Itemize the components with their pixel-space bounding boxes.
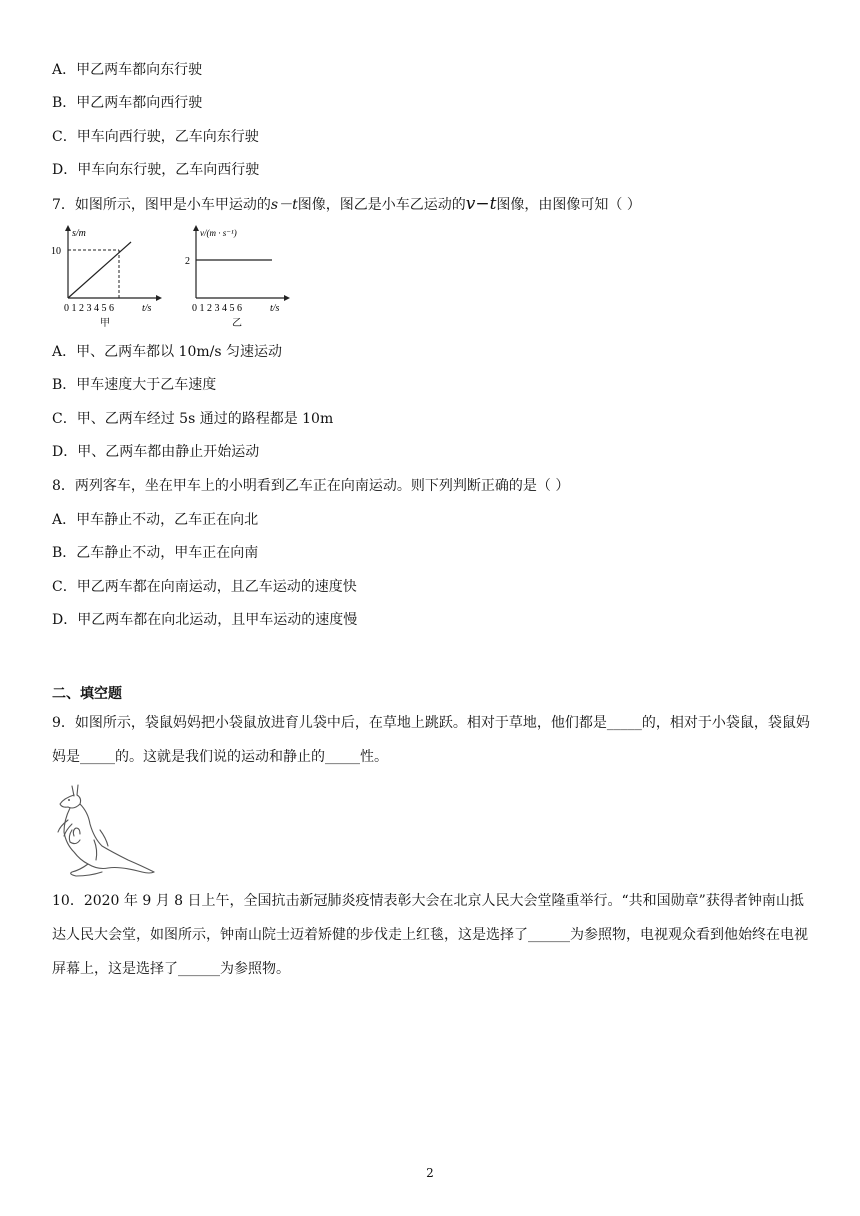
q8-option-b: B．乙车静止不动，甲车正在向南 [52, 545, 259, 561]
section-title: 二、填空题 [52, 686, 122, 702]
q6-option-d: D．甲车向东行驶，乙车向西行驶 [52, 162, 260, 178]
page-number: 2 [426, 1166, 434, 1180]
graph-caption: 乙 [232, 318, 242, 329]
q7-st-symbol: s－t [270, 197, 298, 213]
q8-option-d: D．甲乙两车都在向北运动，且甲车运动的速度慢 [52, 612, 358, 628]
kangaroo-eye [68, 799, 70, 801]
x-axis-label: t/s [142, 303, 152, 314]
y-axis-label: s/m [72, 228, 86, 239]
x-ticks: 0 1 2 3 4 5 6 [64, 303, 114, 314]
q7-stem [52, 194, 641, 215]
q7-option-d: D．甲、乙两车都由静止开始运动 [52, 444, 260, 460]
q7-graph-yi [176, 222, 298, 334]
y-tick-10: 10 [51, 246, 61, 257]
q7-vt-symbol: v−t [465, 194, 497, 214]
y-axis-arrow [65, 225, 71, 231]
x-axis-arrow [284, 295, 290, 301]
y-tick-2: 2 [185, 256, 190, 267]
q7-stem-part1: 7．如图所示，图甲是小车甲运动的 [52, 197, 271, 213]
q7-option-b: B．甲车速度大于乙车速度 [52, 377, 217, 393]
q9-text: 9．如图所示，袋鼠妈妈把小袋鼠放进育儿袋中后，在草地上跳跃。相对于草地，他们都是_____的，相对于小袋鼠，袋鼠妈妈是_____的。这就是我们说的运动和静止的_____性。 [52, 715, 810, 765]
q6-option-b: B．甲乙两车都向西行驶 [52, 95, 203, 111]
y-axis-label: v/(m · s⁻¹) [200, 228, 237, 238]
graph-caption: 甲 [100, 318, 110, 329]
q10-text: 10．2020 年 9 月 8 日上午，全国抗击新冠肺炎疫情表彰大会在北京人民大会堂隆重举行。“共和国勋章”获得者钟南山抵达人民大会堂，如图所示，钟南山院士迈着矫健的步伐走上红毯，这是选择了______为参照物，电视观众看到他始终在电视屏幕上，这是选择了______为参照物。 [52, 893, 808, 977]
q8-option-c: C．甲乙两车都在向南运动，且乙车运动的速度快 [52, 579, 357, 595]
x-axis-label: t/s [270, 303, 280, 314]
q7-stem-part3: 图像，由图像可知（ ） [496, 197, 641, 213]
q7-stem-part2: 图像，图乙是小车乙运动的 [297, 197, 466, 213]
q6-option-c: C．甲车向西行驶，乙车向东行驶 [52, 129, 259, 145]
q6-option-a: A．甲乙两车都向东行驶 [52, 62, 203, 78]
q7-option-a: A．甲、乙两车都以 10m/s 匀速运动 [52, 344, 283, 360]
q7-graph-jia [48, 222, 168, 334]
q8-stem: 8．两列客车，坐在甲车上的小明看到乙车正在向南运动。则下列判断正确的是（ ） [52, 478, 570, 494]
y-axis-arrow [193, 225, 199, 231]
x-ticks: 0 1 2 3 4 5 6 [192, 303, 242, 314]
q8-option-a: A．甲车静止不动，乙车正在向北 [52, 512, 259, 528]
kangaroo-illustration [50, 780, 158, 880]
x-axis-arrow [156, 295, 162, 301]
q7-option-c: C．甲、乙两车经过 5s 通过的路程都是 10m [52, 411, 334, 427]
